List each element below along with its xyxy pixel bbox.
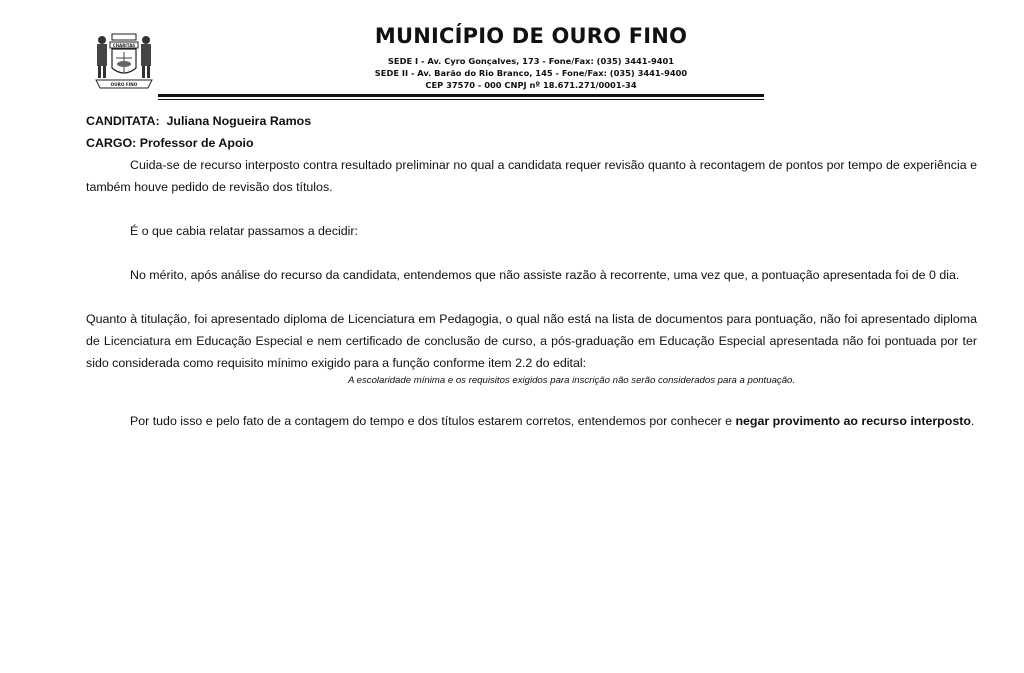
- municipality-title: MUNICÍPIO DE OURO FINO: [374, 24, 688, 48]
- paragraph-5-text: Por tudo isso e pelo fato de a contagem do tempo e dos títulos estarem corretos, entendemos por conhecer e: [130, 414, 736, 428]
- letterhead: [0, 0, 1024, 104]
- paragraph-1: Cuida-se de recurso interposto contra resultado preliminar no qual a candidata requer revisão quanto à recontagem de pontos por tempo de experiência e também houve pedido de revisão dos títulos.: [86, 158, 977, 194]
- spacer: [86, 388, 977, 410]
- document-body: [86, 110, 977, 432]
- candidate-line: [86, 110, 977, 132]
- paragraph-2: É o que cabia relatar passamos a decidir:: [130, 224, 358, 238]
- header-rule-thin: [158, 99, 764, 100]
- candidate-name: Juliana Nogueira Ramos: [166, 114, 312, 128]
- address-line-1: SEDE I - Av. Cyro Gonçalves, 173 - Fone/Fax: (035) 3441-9401: [387, 56, 675, 66]
- decision-bold: negar provimento ao recurso interposto: [735, 414, 971, 428]
- spacer: [86, 198, 977, 220]
- candidate-label: CANDITATA:: [86, 114, 160, 128]
- paragraph-5-end: .: [970, 414, 975, 428]
- paragraph-3: No mérito, após análise do recurso da candidata, entendemos que não assiste razão à recorrente, uma vez que, a pontuação apresentada foi de 0 dia.: [130, 268, 960, 282]
- position-line: [86, 132, 977, 154]
- position-value: Professor de Apoio: [139, 136, 254, 150]
- coat-ribbon-text: OURO FINO: [110, 82, 138, 87]
- spacer: [86, 242, 977, 264]
- paragraph-4: Quanto à titulação, foi apresentado diploma de Licenciatura em Pedagogia, o qual não está na lista de documentos para pontuação, não foi apresentado diploma de Licenciatura em Educação Especial e nem certificado de conclusão de curso, a pós-graduação em Educação Especial apresentada não foi pontuada por ter sido considerada como requisito mínimo exigido para a função conforme item 2.2 do edital:: [86, 312, 977, 370]
- spacer: [86, 286, 977, 308]
- paragraph-5: [86, 410, 977, 432]
- header-rule-thick: [158, 94, 764, 97]
- coat-banner-text: CHARITAS: [112, 43, 136, 48]
- edital-quote: A escolaridade mínima e os requisitos exigidos para inscrição não serão considerados para a pontuação.: [347, 375, 796, 386]
- position-label: CARGO:: [86, 136, 137, 150]
- address-line-3: CEP 37570 - 000 CNPJ nº 18.671.271/0001-34: [425, 80, 637, 90]
- address-line-2: SEDE II - Av. Barão do Rio Branco, 145 - Fone/Fax: (035) 3441-9400: [374, 68, 688, 78]
